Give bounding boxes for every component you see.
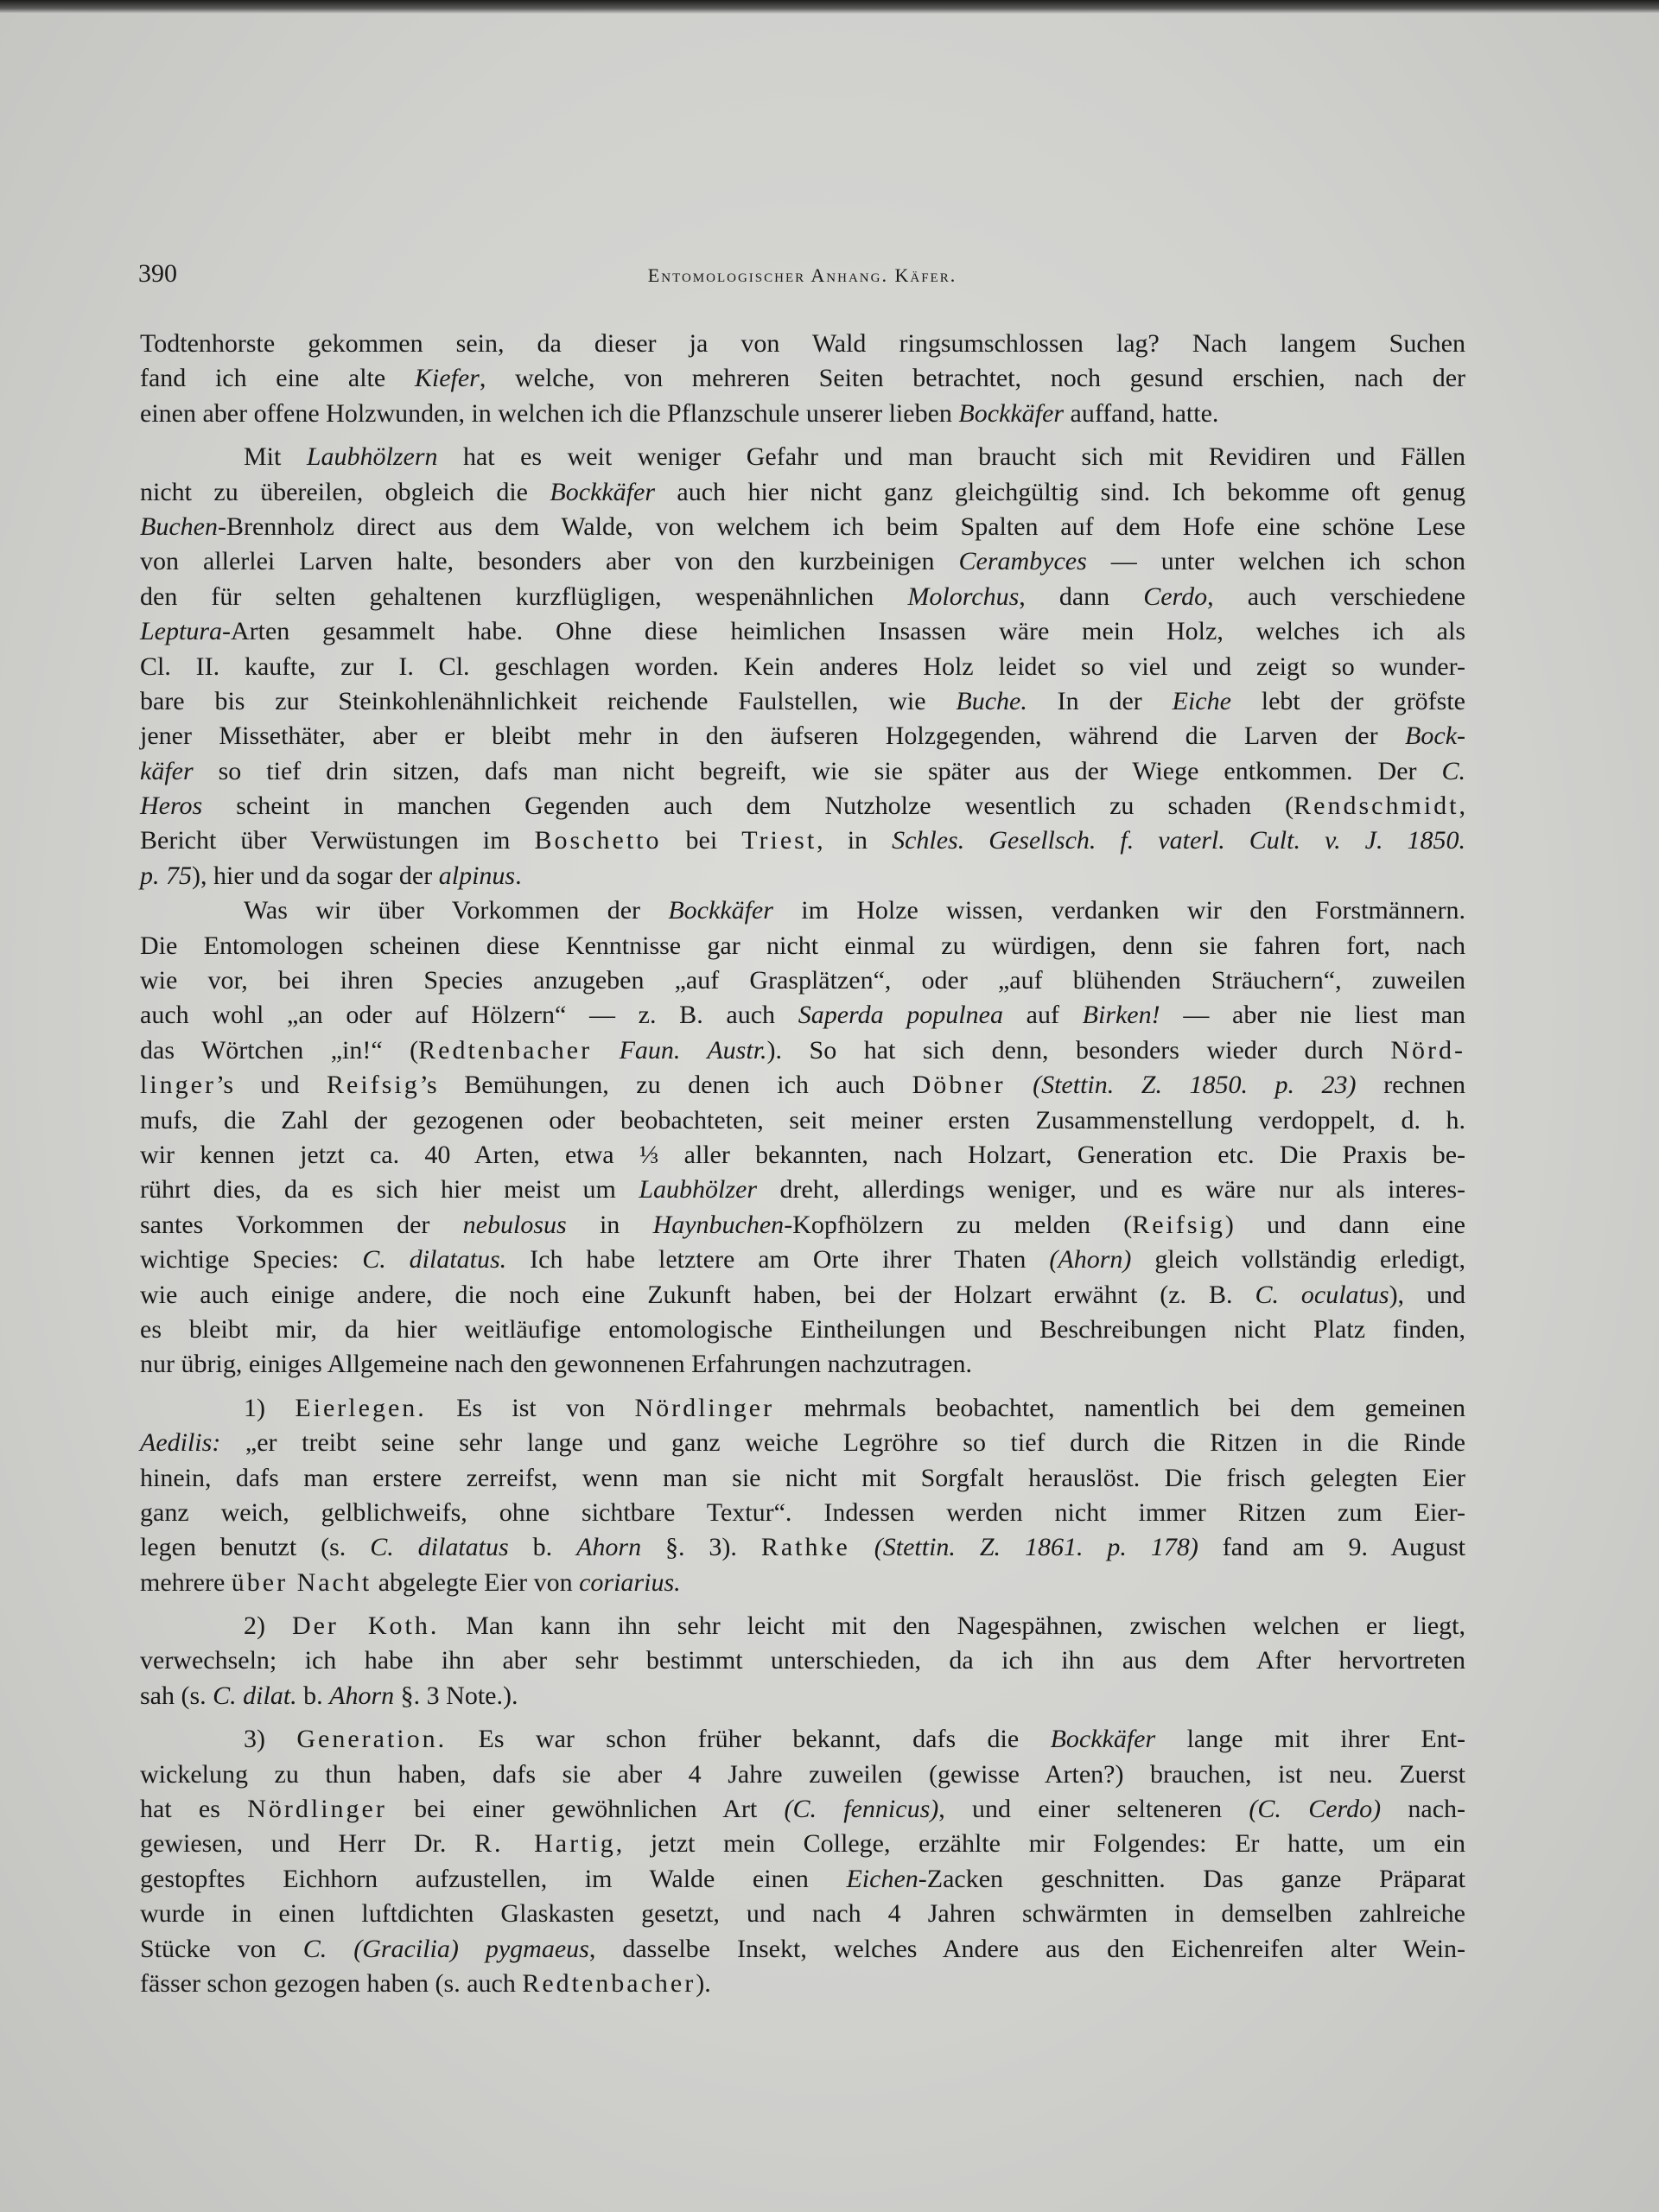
text-line: linger’s und Reifsig’s Bemühungen, zu denen ich auch Döbner (Stettin. Z. 1850. p. 23) rechnen <box>140 1071 1466 1100</box>
text-line: Cl. II. kaufte, zur I. Cl. geschlagen worden. Kein anderes Holz leidet so viel und zeigt so wunder- <box>140 652 1465 681</box>
text-line: Die Entomologen scheinen diese Kenntnisse gar nicht einmal zu würdigen, denn sie fahren fort, nach <box>140 931 1465 960</box>
text-line: Leptura-Arten gesammelt habe. Ohne diese heimlichen Insassen wäre mein Holz, welches ich als <box>140 617 1465 646</box>
text-line: jener Missethäter, aber er bleibt mehr in den äufseren Holzgegenden, während die Larven der Bock- <box>140 721 1465 751</box>
text-line: 2) Der Koth. Man kann ihn sehr leicht mit den Nagespähnen, zwischen welchen er liegt, <box>244 1611 1465 1641</box>
text-line: verwechseln; ich habe ihn aber sehr bestimmt unterschieden, da ich ihn aus dem After hervortreten <box>140 1646 1465 1675</box>
text-line: p. 75), hier und da sogar der alpinus. <box>140 861 522 890</box>
text-line: ganz weich, gelblichweifs, ohne sichtbare Textur“. Indessen werden nicht immer Ritzen zum Eier- <box>140 1497 1465 1527</box>
text-line: hat es Nördlinger bei einer gewöhnlichen Art (C. fennicus), und einer selteneren (C. Cerdo) nach- <box>140 1795 1465 1824</box>
text-line: Bericht über Verwüstungen im Boschetto bei Triest, in Schles. Gesellsch. f. vaterl. Cult. v. J. 1850. <box>140 826 1465 855</box>
text-line: nicht zu übereilen, obgleich die Bockkäfer auch hier nicht ganz gleichgültig sind. Ich bekomme oft genug <box>140 477 1466 506</box>
text-line: fässer schon gezogen haben (s. auch Redtenbacher). <box>140 1968 711 1998</box>
text-line: fand ich eine alte Kiefer, welche, von mehreren Seiten betrachtet, noch gesund erschien, nach der <box>140 364 1466 393</box>
body-text <box>140 327 1465 2001</box>
text-line: 1) Eierlegen. Es ist von Nördlinger mehrmals beobachtet, namentlich bei dem gemeinen <box>244 1393 1465 1422</box>
text-line: hinein, dafs man erstere zerreifst, wenn man sie nicht mit Sorgfalt herauslöst. Die frisch gelegten Eier <box>140 1463 1465 1492</box>
text-line: bare bis zur Steinkohlenähnlichkeit reichende Faulstellen, wie Buche. In der Eiche lebt der gröfste <box>140 686 1465 715</box>
text-line: einen aber offene Holzwunden, in welchen ich die Pflanzschule unserer lieben Bockkäfer auffand, hatte. <box>140 398 1219 428</box>
text-line: wie vor, bei ihren Species anzugeben „auf Grasplätzen“, oder „auf blühenden Sträuchern“, zuweilen <box>140 966 1465 995</box>
text-line: wurde in einen luftdichten Glaskasten gesetzt, und nach 4 Jahren schwärmten in demselben zahlreiche <box>140 1899 1465 1929</box>
running-title: Entomologischer Anhang. Käfer. <box>647 264 957 286</box>
text-line: 3) Generation. Es war schon früher bekannt, dafs die Bockkäfer lange mit ihrer Ent- <box>244 1725 1465 1754</box>
text-line: von allerlei Larven halte, besonders aber von den kurzbeinigen Cerambyces — unter welchen ich schon <box>140 547 1465 576</box>
text-line: santes Vorkommen der nebulosus in Haynbuchen-Kopfhölzern zu melden (Reifsig) und dann eine <box>140 1210 1465 1239</box>
text-line: legen benutzt (s. C. dilatatus b. Ahorn §. 3). Rathke (Stettin. Z. 1861. p. 178) fand am 9. August <box>140 1533 1466 1562</box>
text-line: Mit Laubhölzern hat es weit weniger Gefahr und man braucht sich mit Revidiren und Fällen <box>244 442 1465 472</box>
text-line: wickelung zu thun haben, dafs sie aber 4 Jahre zuweilen (gewisse Arten?) brauchen, ist neu. Zuerst <box>140 1759 1465 1789</box>
text-line: gewiesen, und Herr Dr. R. Hartig, jetzt mein College, erzählte mir Folgendes: Er hatte, um ein <box>140 1829 1465 1859</box>
text-line: es bleibt mir, da hier weitläufige entomologische Eintheilungen und Beschreibungen nicht Platz finden, <box>140 1314 1465 1344</box>
text-line: Was wir über Vorkommen der Bockkäfer im Holze wissen, verdanken wir den Forstmännern. <box>244 896 1465 925</box>
text-line: sah (s. C. dilat. b. Ahorn §. 3 Note.). <box>140 1681 518 1710</box>
text-line: auch wohl „an oder auf Hölzern“ — z. B. auch Saperda populnea auf Birken! — aber nie liest man <box>140 1001 1466 1030</box>
text-line: den für selten gehaltenen kurzflügligen, wespenähnlichen Molorchus, dann Cerdo, auch verschiedene <box>140 582 1465 611</box>
text-line: mufs, die Zahl der gezogenen oder beobachteten, seit meiner ersten Zusammenstellung verdoppelt, d. h. <box>140 1105 1465 1135</box>
text-line: wir kennen jetzt ca. 40 Arten, etwa ⅓ aller bekannten, nach Holzart, Generation etc. Die Praxis be- <box>140 1140 1465 1169</box>
text-line: Aedilis: „er treibt seine sehr lange und ganz weiche Legröhre so tief durch die Ritzen in die Rinde <box>140 1428 1465 1458</box>
page-header <box>138 259 1466 294</box>
page-number: 390 <box>138 259 177 288</box>
text-line: Todtenhorste gekommen sein, da dieser ja von Wald ringsumschlossen lag? Nach langem Suchen <box>140 329 1465 358</box>
text-line: Buchen-Brennholz direct aus dem Walde, von welchem ich beim Spalten auf dem Hofe eine schöne Lese <box>140 512 1465 541</box>
text-line: Heros scheint in manchen Gegenden auch dem Nutzholze wesentlich zu schaden (Rendschmidt, <box>140 791 1465 821</box>
text-line: mehrere über Nacht abgelegte Eier von coriarius. <box>140 1567 681 1597</box>
text-line: Stücke von C. (Gracilia) pygmaeus, dasselbe Insekt, welches Andere aus den Eichenreifen alter Wein- <box>140 1934 1466 1963</box>
scan-top-edge <box>0 0 1659 14</box>
text-line: das Wörtchen „in!“ (Redtenbacher Faun. Austr.). So hat sich denn, besonders wieder durch Nörd- <box>140 1035 1466 1065</box>
text-line: wie auch einige andere, die noch eine Zukunft haben, bei der Holzart erwähnt (z. B. C. oculatus), und <box>140 1280 1465 1309</box>
text-line: rührt dies, da es sich hier meist um Laubhölzer dreht, allerdings weniger, und es wäre nur als interes- <box>140 1175 1465 1205</box>
text-line: käfer so tief drin sitzen, dafs man nicht begreift, wie sie später aus der Wiege entkommen. Der C. <box>140 756 1465 785</box>
text-line: gestopftes Eichhorn aufzustellen, im Walde einen Eichen-Zacken geschnitten. Das ganze Präparat <box>140 1864 1466 1893</box>
text-line: wichtige Species: C. dilatatus. Ich habe letztere am Orte ihrer Thaten (Ahorn) gleich vollständig erledigt, <box>140 1245 1466 1274</box>
text-line: nur übrig, einiges Allgemeine nach den gewonnenen Erfahrungen nachzutragen. <box>140 1350 972 1379</box>
